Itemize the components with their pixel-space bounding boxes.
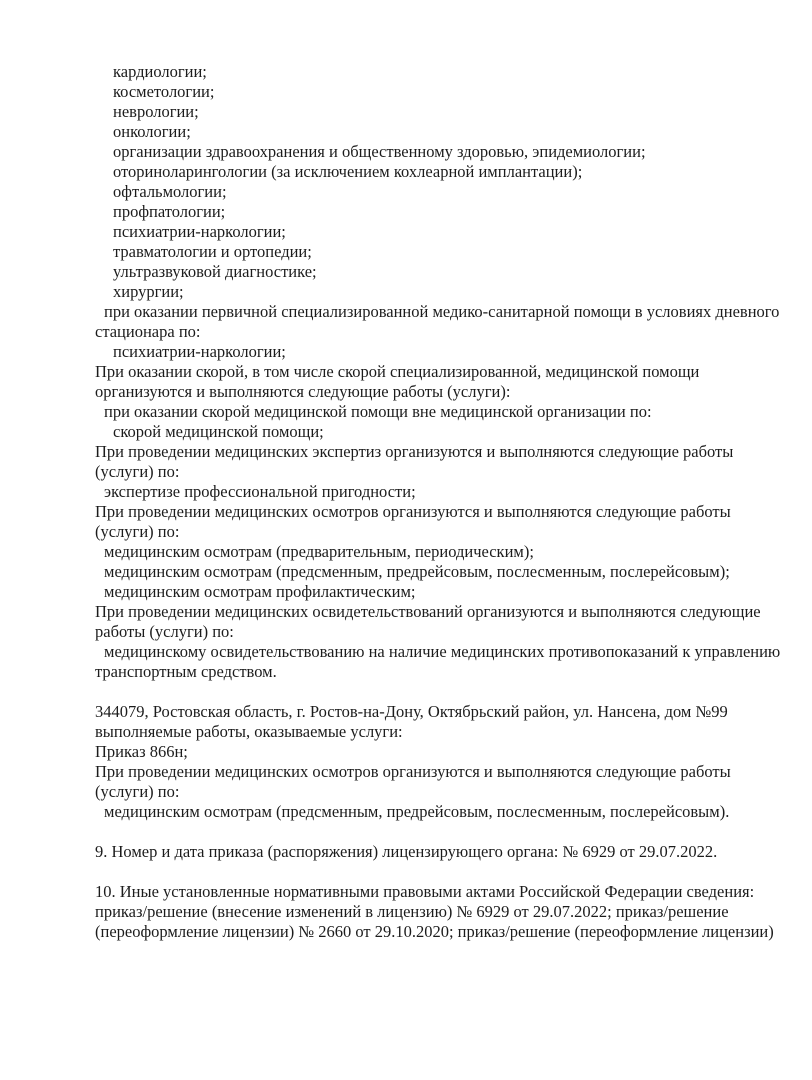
text-line: Приказ 866н; — [95, 742, 188, 761]
text-line: профпатологии; — [113, 202, 226, 221]
text-line: онкологии; — [113, 122, 191, 141]
text-line: организуются и выполняются следующие работы (услуги): — [95, 382, 511, 401]
text-line: психиатрии-наркологии; — [113, 342, 286, 361]
text-line: транспортным средством. — [95, 662, 277, 681]
text-line: При проведении медицинских освидетельствований организуются и выполняются следующие — [95, 602, 761, 621]
text-line: (услуги) по: — [95, 522, 180, 541]
blank-line — [95, 822, 785, 842]
text-line: психиатрии-наркологии; — [113, 222, 286, 241]
text-line: офтальмологии; — [113, 182, 227, 201]
text-line: медицинским осмотрам (предварительным, периодическим); — [104, 542, 534, 561]
text-line: При проведении медицинских осмотров организуются и выполняются следующие работы — [95, 762, 731, 781]
text-line: неврологии; — [113, 102, 199, 121]
text-line: (услуги) по: — [95, 462, 180, 481]
text-line: при оказании первичной специализированной медико-санитарной помощи в условиях дневного — [104, 302, 780, 321]
text-line: травматологии и ортопедии; — [113, 242, 312, 261]
text-line: При оказании скорой, в том числе скорой специализированной, медицинской помощи — [95, 362, 700, 381]
text-line: скорой медицинской помощи; — [113, 422, 324, 441]
text-line: медицинскому освидетельствованию на наличие медицинских противопоказаний к управлению — [104, 642, 781, 661]
blank-line — [95, 682, 785, 702]
text-line: медицинским осмотрам (предсменным, предрейсовым, послесменным, послерейсовым). — [104, 802, 730, 821]
document-text-block — [95, 62, 785, 942]
text-line: работы (услуги) по: — [95, 622, 234, 641]
text-line: 9. Номер и дата приказа (распоряжения) лицензирующего органа: № 6929 от 29.07.2022. — [95, 842, 718, 861]
text-line: ультразвуковой диагностике; — [113, 262, 317, 281]
text-line: оториноларингологии (за исключением кохлеарной имплантации); — [113, 162, 583, 181]
text-line: 10. Иные установленные нормативными правовыми актами Российской Федерации сведения: — [95, 882, 755, 901]
text-line: приказ/решение (внесение изменений в лицензию) № 6929 от 29.07.2022; приказ/решение — [95, 902, 729, 921]
text-line: При проведении медицинских осмотров организуются и выполняются следующие работы — [95, 502, 731, 521]
text-line: выполняемые работы, оказываемые услуги: — [95, 722, 403, 741]
text-line: стационара по: — [95, 322, 201, 341]
text-line: кардиологии; — [113, 62, 207, 81]
text-line: 344079, Ростовская область, г. Ростов-на-Дону, Октябрьский район, ул. Нансена, дом №99 — [95, 702, 728, 721]
text-line: экспертизе профессиональной пригодности; — [104, 482, 416, 501]
text-line: При проведении медицинских экспертиз организуются и выполняются следующие работы — [95, 442, 734, 461]
text-line: медицинским осмотрам профилактическим; — [104, 582, 416, 601]
text-line: организации здравоохранения и общественному здоровью, эпидемиологии; — [113, 142, 646, 161]
text-line: хирургии; — [113, 282, 184, 301]
text-line: (услуги) по: — [95, 782, 180, 801]
text-line: (переоформление лицензии) № 2660 от 29.10.2020; приказ/решение (переоформление лицензии) — [95, 922, 774, 941]
text-line: при оказании скорой медицинской помощи вне медицинской организации по: — [104, 402, 652, 421]
text-line: косметологии; — [113, 82, 215, 101]
text-line: медицинским осмотрам (предсменным, предрейсовым, послесменным, послерейсовым); — [104, 562, 730, 581]
blank-line — [95, 862, 785, 882]
